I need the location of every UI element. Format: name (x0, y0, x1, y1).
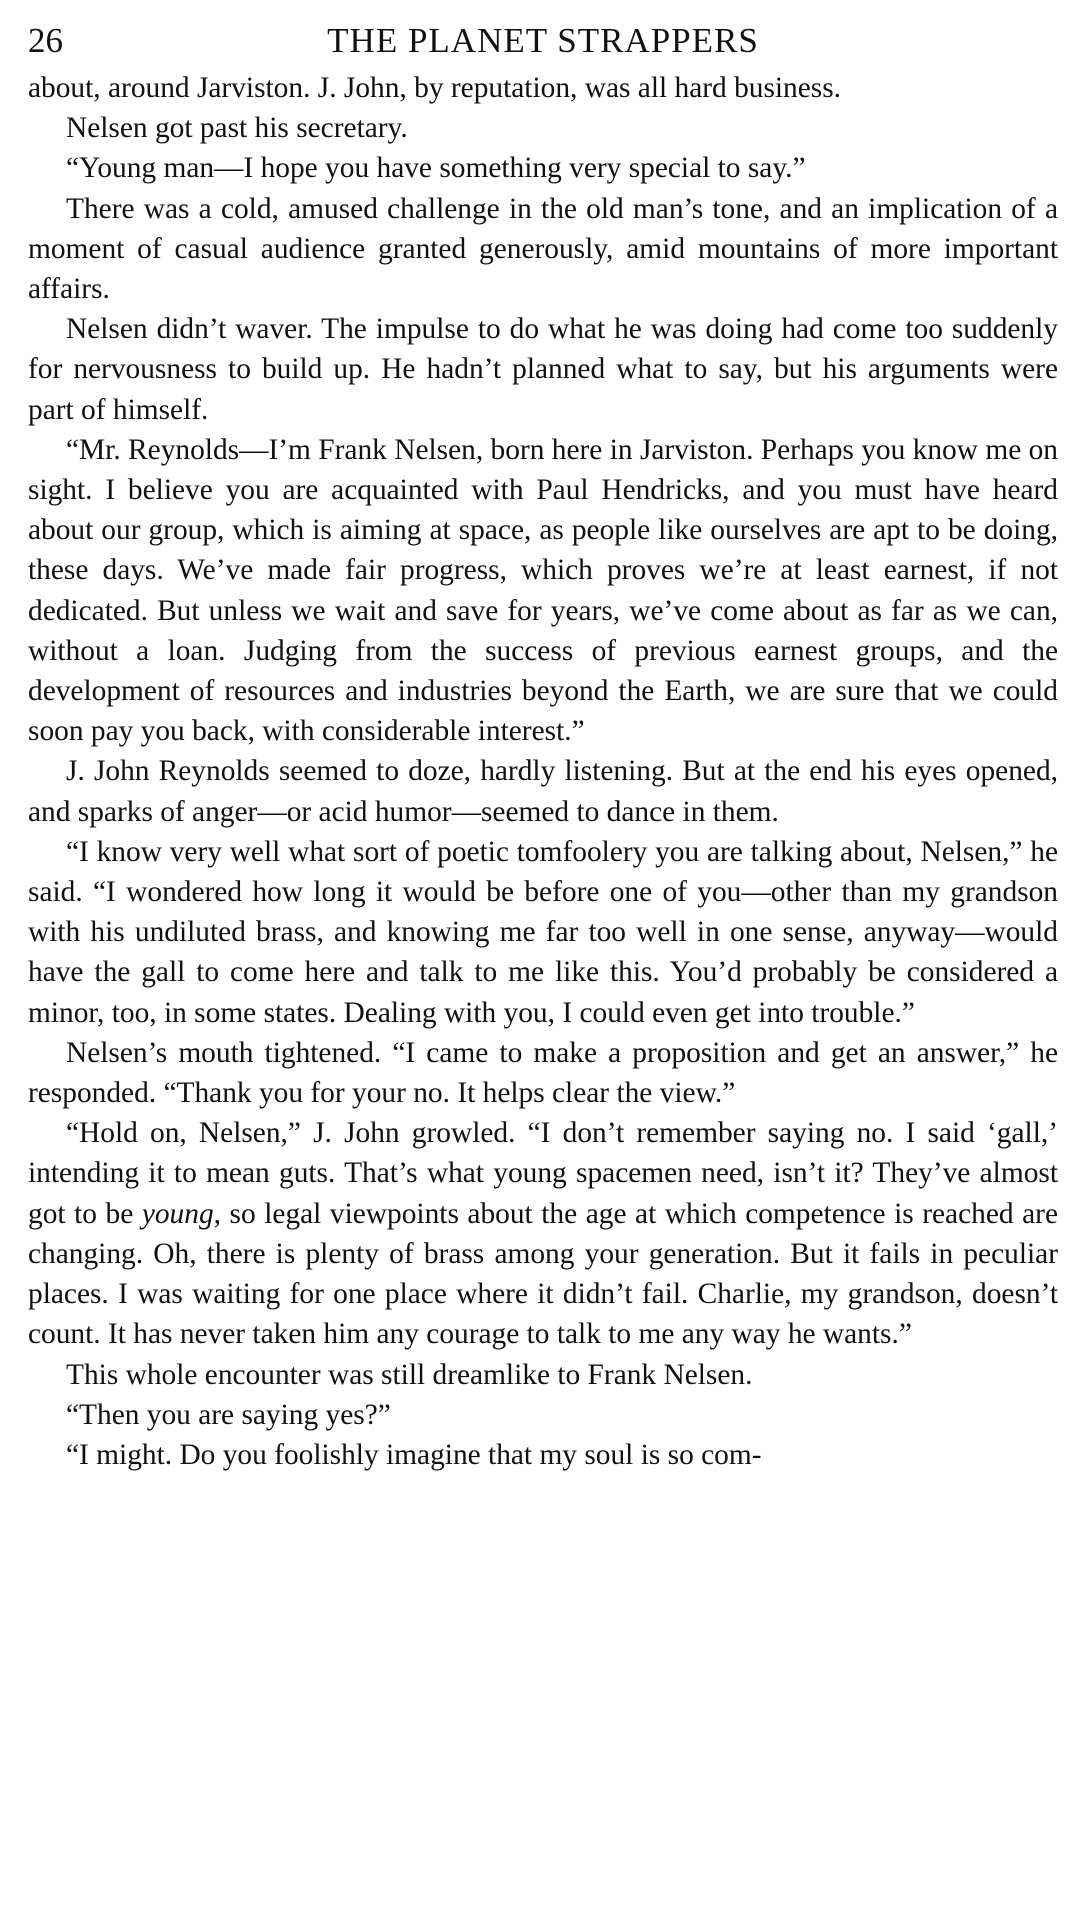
paragraph: “Then you are saying yes?” (66, 1398, 391, 1431)
running-title: THE PLANET STRAPPERS (327, 21, 759, 60)
paragraph: Nelsen got past his secretary. (66, 112, 408, 145)
paragraph: “Mr. Reynolds—I’m Frank Nelsen, born here in Jarviston. Perhaps you know me on sight. I believe you are acquainted with Paul Hendricks, and you must have heard about our group, which is aiming at space, as people like ourselves are apt to be doing, these days. We’ve made fair progress, which proves we’re at least earnest, if not dedicated. But unless we wait and save for years, we’ve come about as far as we can, without a loan. Judging from the success of previous earnest groups, and the development of resources and industries beyond the Earth, we are sure that we could soon pay you back, with considerable interest.” (28, 433, 1058, 748)
paragraph: There was a cold, amused challenge in the old man’s tone, and an implication of a moment of casual audience granted generously, amid mountains of more important affairs. (28, 192, 1058, 306)
paragraph (28, 1113, 1058, 1354)
paragraph-text: so legal viewpoints about the age at which competence is reached are changing. Oh, there is plenty of brass among your generation. But it fails in peculiar places. I was waiting for one place where it didn’t fail. Charlie, my grandson, doesn’t count. It has never taken him any courage to talk to me any way he wants.” (28, 1197, 1058, 1351)
running-head (28, 18, 1058, 64)
paragraph: “I might. Do you foolishly imagine that my soul is so com- (66, 1438, 762, 1471)
page-number: 26 (28, 21, 63, 60)
paragraph: about, around Jarviston. J. John, by reputation, was all hard business. (28, 72, 842, 104)
paragraph: “I know very well what sort of poetic tomfoolery you are talking about, Nelsen,” he said. “I wondered how long it would be before one of you—other than my grandson with his undiluted brass, and knowing me far too well in one sense, anyway—would have the gall to come here and talk to me like this. You’d probably be considered a minor, too, in some states. Dealing with you, I could even get into trouble.” (28, 835, 1058, 1029)
emphasized-word: young, (141, 1197, 221, 1230)
paragraph-text: “Hold on, Nelsen,” J. John growled. “I don’t remember saying no. I said ‘gall,’ intending it to mean guts. That’s what young spacemen need, isn’t it? They’ve almost got to be (28, 1117, 1058, 1230)
paragraph: J. John Reynolds seemed to doze, hardly listening. But at the end his eyes opened, and sparks of anger—or acid humor—seemed to dance in them. (28, 755, 1058, 828)
paragraph: This whole encounter was still dreamlike to Frank Nelsen. (66, 1358, 753, 1391)
body-text (28, 68, 1058, 1475)
paragraph: “Young man—I hope you have something very special to say.” (66, 152, 806, 185)
paragraph: Nelsen’s mouth tightened. “I came to make a proposition and get an answer,” he responded. “Thank you for your no. It helps clear the view.” (28, 1036, 1058, 1110)
book-page (28, 18, 1058, 1898)
paragraph: Nelsen didn’t waver. The impulse to do what he was doing had come too suddenly for nervousness to build up. He hadn’t planned what to say, but his arguments were part of himself. (28, 313, 1058, 426)
